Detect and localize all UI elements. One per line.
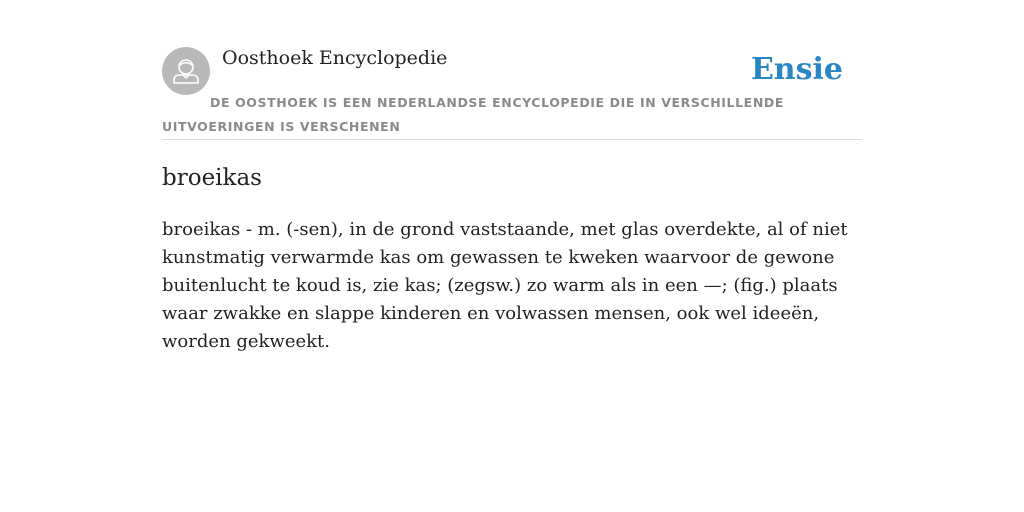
source-name-link[interactable]: Oosthoek Encyclopedie [222,47,448,69]
source-description: DE OOSTHOEK IS EEN NEDERLANDSE ENCYCLOPEDIE DIE IN VERSCHILLENDE UITVOERINGEN IS VERSCHENEN [162,95,784,134]
ensie-logo[interactable]: Ensie [750,52,843,87]
user-avatar-icon[interactable] [162,47,210,95]
source-header [162,46,862,140]
person-outline-icon [162,47,210,95]
entry-title: broeikas [162,165,262,191]
entry-definition: broeikas - m. (-sen), in de grond vaststaande, met glas overdekte, al of niet kunstmatig verwarmde kas om gewassen te kweken waarvoor de gewone buitenlucht te koud is, zie kas; (zegsw.) zo warm als in een —; (fig.) plaats waar zwakke en slappe kinderen en volwassen mensen, ook wel ideeën, worden gekweekt. [162,219,848,352]
